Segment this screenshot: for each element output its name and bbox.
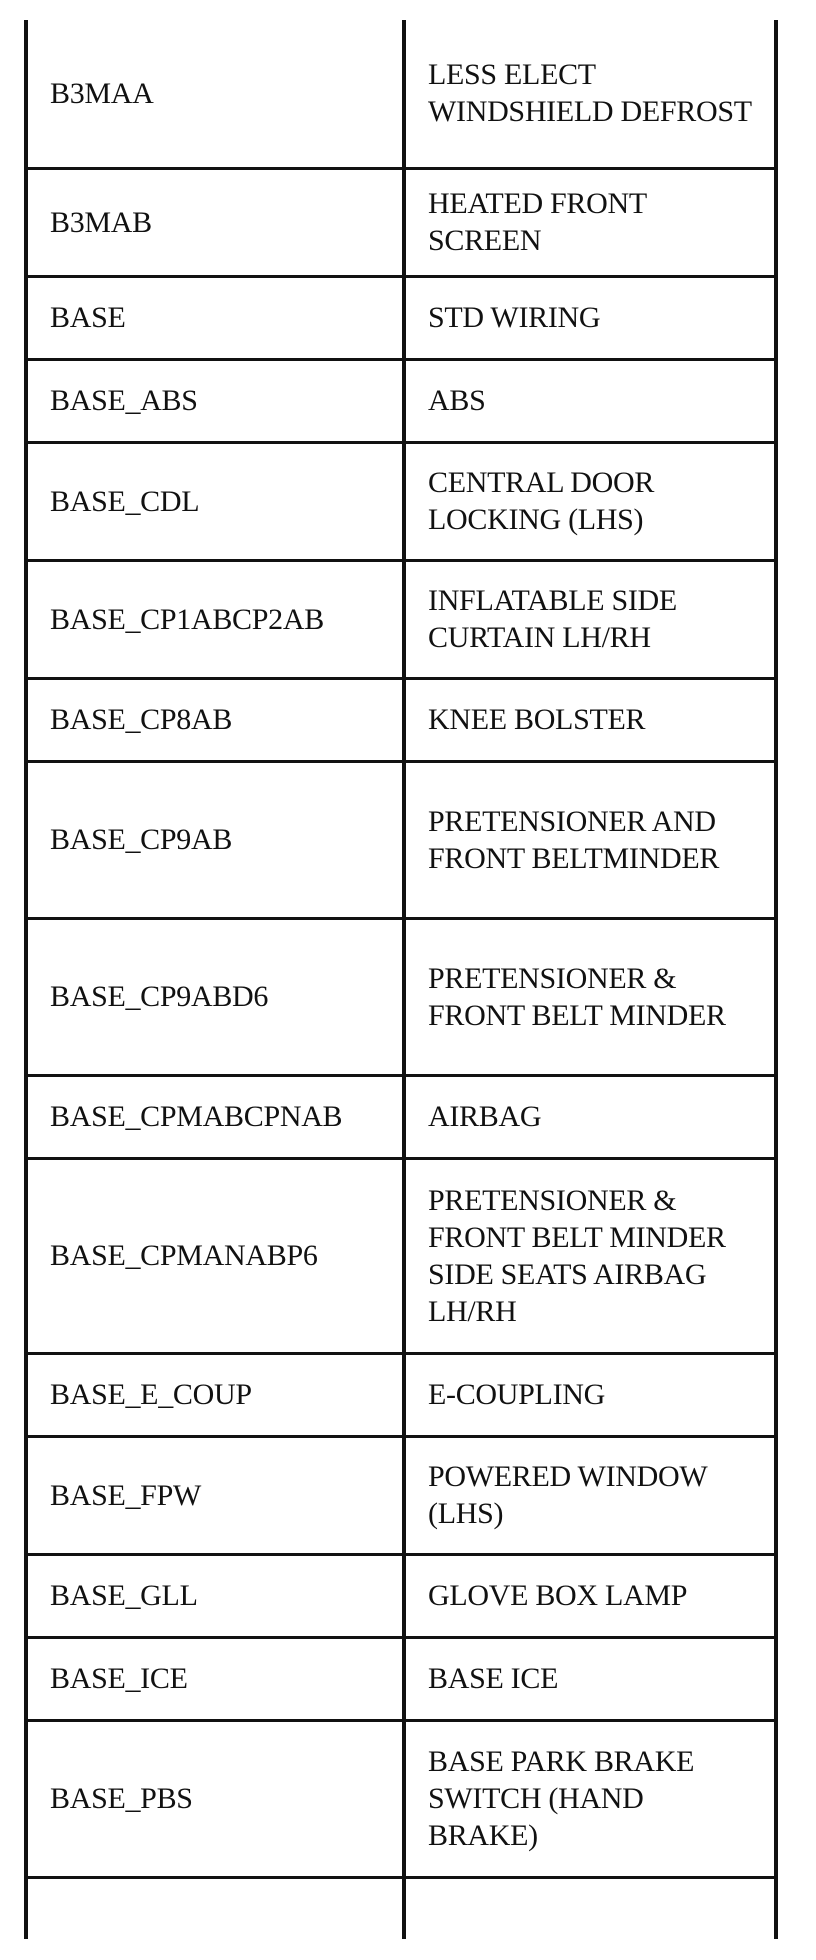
feature-description-cell: PRETENSIONER & FRONT BELT MINDER (404, 918, 776, 1075)
feature-description-cell: CENTRAL DOOR LOCKING (LHS) (404, 442, 776, 560)
table-row (26, 1075, 776, 1158)
feature-code-cell: BASE_CP8AB (26, 678, 404, 761)
feature-code-cell: BASE_ABS (26, 359, 404, 442)
feature-description-cell: BASE PARK BRAKE SWITCH (HAND BRAKE) (404, 1720, 776, 1877)
table-row (26, 761, 776, 918)
feature-code-cell: BASE_CPMABCPNAB (26, 1075, 404, 1158)
feature-description-cell: ABS (404, 359, 776, 442)
table-row (26, 168, 776, 276)
table-row (26, 1353, 776, 1436)
feature-description-cell: KNEE BOLSTER (404, 678, 776, 761)
feature-code-cell: BASE_ICE (26, 1637, 404, 1720)
table-row-continuation (26, 1877, 776, 1939)
empty-cell (404, 1877, 776, 1939)
feature-description-cell: LESS ELECT WINDSHIELD DEFROST (404, 20, 776, 168)
feature-code-cell: BASE_CP9ABD6 (26, 918, 404, 1075)
feature-description-cell: AIRBAG (404, 1075, 776, 1158)
feature-code-cell: BASE_CDL (26, 442, 404, 560)
feature-code-cell: BASE_E_COUP (26, 1353, 404, 1436)
table-row (26, 1554, 776, 1637)
feature-code-cell: B3MAA (26, 20, 404, 168)
table-row (26, 20, 776, 168)
table-row (26, 918, 776, 1075)
feature-description-cell: STD WIRING (404, 276, 776, 359)
feature-code-cell: BASE_GLL (26, 1554, 404, 1637)
feature-description-cell: PRETENSIONER & FRONT BELT MINDER SIDE SEATS AIRBAG LH/RH (404, 1158, 776, 1353)
table-row (26, 442, 776, 560)
feature-code-cell: BASE_PBS (26, 1720, 404, 1877)
feature-code-cell: BASE_CP9AB (26, 761, 404, 918)
feature-code-table (24, 20, 778, 1939)
feature-description-cell: POWERED WINDOW (LHS) (404, 1436, 776, 1554)
table-row (26, 1436, 776, 1554)
feature-description-cell: HEATED FRONT SCREEN (404, 168, 776, 276)
feature-code-cell: BASE_CPMANABP6 (26, 1158, 404, 1353)
table-row (26, 276, 776, 359)
table-row (26, 1720, 776, 1877)
feature-code-cell: BASE_CP1ABCP2AB (26, 560, 404, 678)
feature-code-cell: B3MAB (26, 168, 404, 276)
feature-description-cell: PRETENSIONER AND FRONT BELTMINDER (404, 761, 776, 918)
empty-cell (26, 1877, 404, 1939)
table-row (26, 359, 776, 442)
table-row (26, 1158, 776, 1353)
feature-code-cell: BASE (26, 276, 404, 359)
feature-description-cell: BASE ICE (404, 1637, 776, 1720)
table-row (26, 1637, 776, 1720)
feature-description-cell: INFLATABLE SIDE CURTAIN LH/RH (404, 560, 776, 678)
table-row (26, 560, 776, 678)
table-row (26, 678, 776, 761)
feature-code-cell: BASE_FPW (26, 1436, 404, 1554)
feature-description-cell: GLOVE BOX LAMP (404, 1554, 776, 1637)
feature-description-cell: E-COUPLING (404, 1353, 776, 1436)
table-body (26, 20, 776, 1939)
